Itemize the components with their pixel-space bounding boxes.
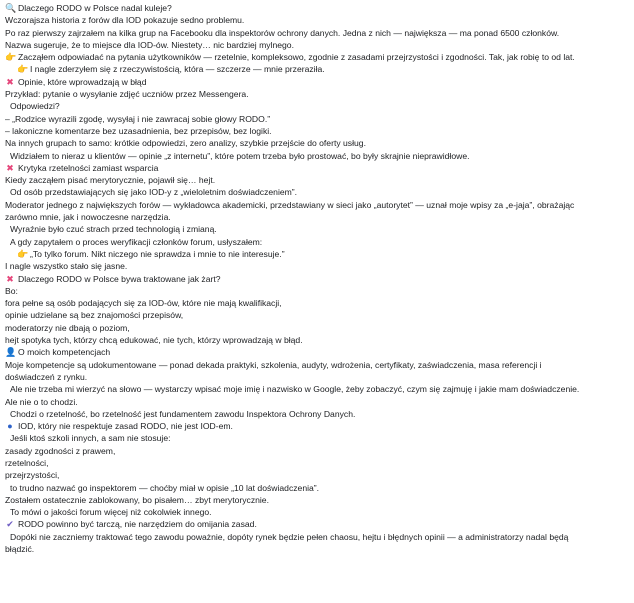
line-text: zasady zgodności z prawem, [5, 445, 116, 456]
post-text-line [5, 359, 629, 371]
line-text: Nazwa sugeruje, że to miejsce dla IOD-ów. Niestety… nic bardziej mylnego. [5, 39, 294, 50]
post-text-line [5, 396, 629, 408]
pointing-hand-icon: 👉 [17, 64, 29, 75]
post-text-line [5, 150, 629, 162]
post-heading-line [5, 76, 629, 88]
post-text-line [5, 322, 629, 334]
post-text-line [5, 445, 629, 457]
line-text: Odpowiedzi? [10, 101, 60, 112]
post-text-line [5, 482, 629, 494]
line-text: Zacząłem odpowiadać na pytania użytkowników — rzetelnie, kompleksowo, zgodnie z zasadami przejrzystości i zgodności. Tak, jak robię to od lat. [18, 52, 575, 63]
post-text-line [5, 236, 629, 248]
person-silhouette-icon: 👤 [5, 347, 17, 358]
post-text-line [5, 408, 629, 420]
line-text: – „Rodzice wyrazili zgodę, wysyłaj i nie zawracaj sobie głowy RODO.” [5, 113, 271, 124]
line-text: hejt spotyka tych, którzy chcą edukować, nie tych, którzy wprowadzają w błąd. [5, 335, 303, 346]
post-text-line [5, 285, 629, 297]
post-text-line [5, 125, 629, 137]
line-text: Zostałem ostatecznie zablokowany, bo pisałem… zbyt merytorycznie. [5, 494, 269, 505]
line-text: Ale nie trzeba mi wierzyć na słowo — wystarczy wpisać moje imię i nazwisko w Google, żeby zobaczyć, czym się zajmuję i jakie mam doświadczenie. [10, 384, 580, 395]
line-text: O moich kompetencjach [18, 347, 111, 358]
line-text: Moje kompetencje są udokumentowane — ponad dekada praktyki, szkolenia, audyty, wdrożenia, certyfikaty, zaświadczenia, masa referencji i [5, 359, 542, 370]
line-text: Dlaczego RODO w Polsce nadal kuleje? [18, 3, 172, 13]
line-text: I nagle wszystko stało się jasne. [5, 261, 128, 272]
line-text: Dlaczego RODO w Polsce bywa traktowane jak żart? [18, 273, 221, 284]
line-text: to trudno nazwać go inspektorem — choćby miał w opisie „10 lat doświadczenia”. [10, 482, 320, 493]
pointing-hand-icon: 👉 [5, 52, 17, 63]
line-text: Kiedy zacząłem pisać merytorycznie, pojawił się… hejt. [5, 175, 216, 186]
line-text: Wyraźnie było czuć strach przed technologią i zmianą. [10, 224, 217, 235]
line-text: Ale nie o to chodzi. [5, 396, 78, 407]
post-text-line [5, 432, 629, 444]
line-text: Dopóki nie zaczniemy traktować tego zawodu poważnie, dopóty rynek będzie pełen chaosu, hejtu i błędnych opinii — a administratorzy nadal będą [10, 531, 569, 542]
line-text: I nagle zderzyłem się z rzeczywistością, która — szczerze — mnie przeraziła. [30, 64, 325, 75]
line-text: – lakoniczne komentarze bez uzasadnienia, bez przepisów, bez logiki. [5, 125, 272, 136]
post-text-line [5, 186, 629, 198]
post-text-line [5, 371, 629, 383]
search-icon: 🔍 [5, 3, 17, 13]
line-text: Wczorajsza historia z forów dla IOD pokazuje sedno problemu. [5, 15, 245, 26]
post-text-line [5, 211, 629, 223]
post-text-line [5, 100, 629, 112]
post-text-line [5, 14, 629, 26]
line-text: Bo: [5, 285, 18, 296]
cross-mark-icon: ✖ [6, 76, 14, 87]
line-text: Od osób przedstawiających się jako IOD-y z „wieloletnim doświadczeniem”. [10, 187, 298, 198]
line-text: A gdy zapytałem o proces weryfikacji członków forum, usłyszałem: [10, 236, 263, 247]
line-text: Na innych grupach to samo: krótkie odpowiedzi, zero analizy, szybkie przejście do oferty usług. [5, 138, 366, 149]
post-text-line [5, 383, 629, 395]
blue-circle-icon: ● [7, 421, 13, 432]
line-text: zarówno mnie, jak i nowoczesne narzędzia. [5, 212, 171, 223]
line-text: Krytyka rzetelności zamiast wsparcia [18, 162, 159, 173]
post-text-line [5, 457, 629, 469]
cross-mark-icon: ✖ [6, 162, 14, 173]
line-text: opinie udzielane są bez znajomości przepisów, [5, 310, 184, 321]
line-text: To mówi o jakości forum więcej niż cokolwiek innego. [10, 507, 212, 518]
post-text-line [5, 469, 629, 481]
post-text-line [5, 223, 629, 235]
post-text-line [5, 309, 629, 321]
post-heading-line [5, 51, 629, 63]
line-text: przejrzystości, [5, 470, 60, 481]
post-body [5, 2, 629, 555]
line-text: błądzić. [5, 544, 35, 555]
post-text-line [5, 137, 629, 149]
line-text: Jeśli ktoś szkoli innych, a sam nie stosuje: [10, 433, 171, 444]
check-mark-icon: ✔ [6, 519, 14, 530]
post-text-line [5, 174, 629, 186]
post-text-line [5, 39, 629, 51]
line-text: RODO powinno być tarczą, nie narzędziem do omijania zasad. [18, 519, 257, 530]
post-heading-line [5, 2, 629, 14]
line-text: IOD, który nie respektuje zasad RODO, nie jest IOD-em. [18, 421, 233, 432]
post-text-line [5, 506, 629, 518]
line-text: Moderator jednego z największych forów — wykładowca akademicki, przedstawiany w sieci jako „autorytet” — uznał moje wpisy za „e-jaja”, obrażając [5, 199, 575, 210]
post-heading-line [5, 162, 629, 174]
post-text-line [5, 543, 629, 555]
line-text: „To tylko forum. Nikt niczego nie sprawdza i mnie to nie interesuje.” [30, 248, 285, 259]
post-heading-line [5, 63, 629, 75]
post-text-line [5, 113, 629, 125]
post-text-line [5, 88, 629, 100]
post-text-line [5, 27, 629, 39]
line-text: fora pełne są osób podających się za IOD-ów, które nie mają kwalifikacji, [5, 298, 282, 309]
line-text: rzetelności, [5, 457, 49, 468]
line-text: moderatorzy nie dbają o poziom, [5, 322, 130, 333]
line-text: Opinie, które wprowadzają w błąd [18, 76, 147, 87]
post-text-line [5, 260, 629, 272]
line-text: doświadczeń z rynku. [5, 371, 88, 382]
cross-mark-icon: ✖ [6, 273, 14, 284]
line-text: Przykład: pytanie o wysyłanie zdjęć uczniów przez Messengera. [5, 89, 249, 100]
post-text-line [5, 494, 629, 506]
post-heading-line [5, 346, 629, 358]
post-heading-line [5, 420, 629, 432]
post-text-line [5, 531, 629, 543]
line-text: Chodzi o rzetelność, bo rzetelność jest fundamentem zawodu Inspektora Ochrony Danych. [10, 408, 356, 419]
post-heading-line [5, 248, 629, 260]
line-text: Widziałem to nieraz u klientów — opinie „z internetu”, które potem trzeba było prostować, bo były skrajnie nieprawidłowe. [10, 150, 470, 161]
post-text-line [5, 334, 629, 346]
post-text-line [5, 199, 629, 211]
post-heading-line [5, 273, 629, 285]
pointing-hand-icon: 👉 [17, 248, 29, 259]
post-text-line [5, 297, 629, 309]
post-heading-line [5, 518, 629, 530]
line-text: Po raz pierwszy zajrzałem na kilka grup na Facebooku dla inspektorów ochrony danych. Jedna z nich — największa — ma ponad 6500 członków. [5, 27, 560, 38]
